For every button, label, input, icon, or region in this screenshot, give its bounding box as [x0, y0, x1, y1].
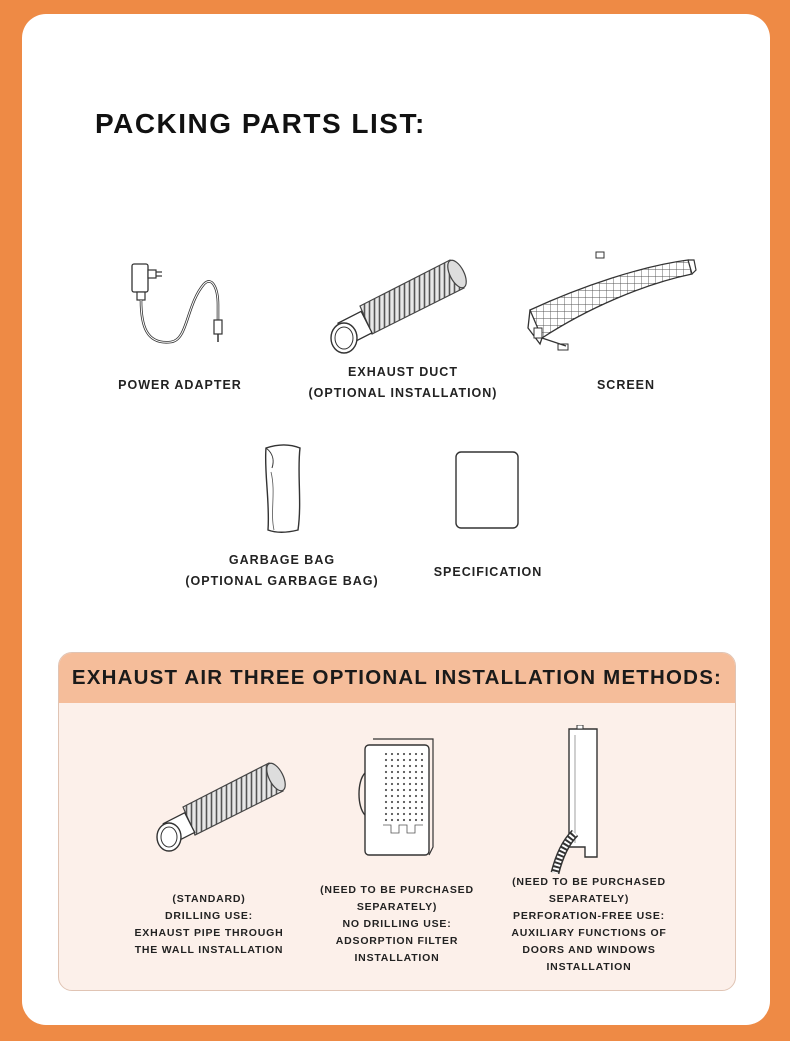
window-kit-icon — [539, 725, 619, 875]
garbage-bag-icon — [258, 442, 308, 536]
part-garbage-bag: GARBAGE BAG (OPTIONAL GARBAGE BAG) — [185, 553, 379, 588]
specification-icon — [452, 448, 522, 532]
screen-icon — [522, 248, 698, 354]
method-standard: (STANDARD) DRILLING USE: EXHAUST PIPE THROUGH THE WALL INSTALLATION — [134, 893, 284, 956]
exhaust-pipe-icon — [149, 749, 289, 859]
exhaust-duct-icon — [322, 242, 472, 358]
installation-methods-panel — [58, 652, 736, 991]
power-adapter-icon — [126, 250, 246, 350]
page-title: PACKING PARTS LIST: — [95, 108, 426, 139]
part-screen: SCREEN — [596, 378, 656, 392]
method-doors-windows: (NEED TO BE PURCHASED SEPARATELY) PERFORATION-FREE USE: AUXILIARY FUNCTIONS OF DOORS AND WINDOWS INSTALLATION — [511, 876, 667, 973]
adsorption-filter-icon — [353, 733, 443, 861]
part-power-adapter: POWER ADAPTER — [118, 378, 242, 392]
content-card — [22, 14, 770, 1025]
method-adsorption-filter: (NEED TO BE PURCHASED SEPARATELY) NO DRILLING USE: ADSORPTION FILTER INSTALLATION — [320, 884, 474, 964]
part-specification: SPECIFICATION — [433, 565, 543, 579]
methods-title: EXHAUST AIR THREE OPTIONAL INSTALLATION METHODS: — [59, 653, 735, 703]
part-exhaust-duct: EXHAUST DUCT (OPTIONAL INSTALLATION) — [308, 365, 498, 400]
